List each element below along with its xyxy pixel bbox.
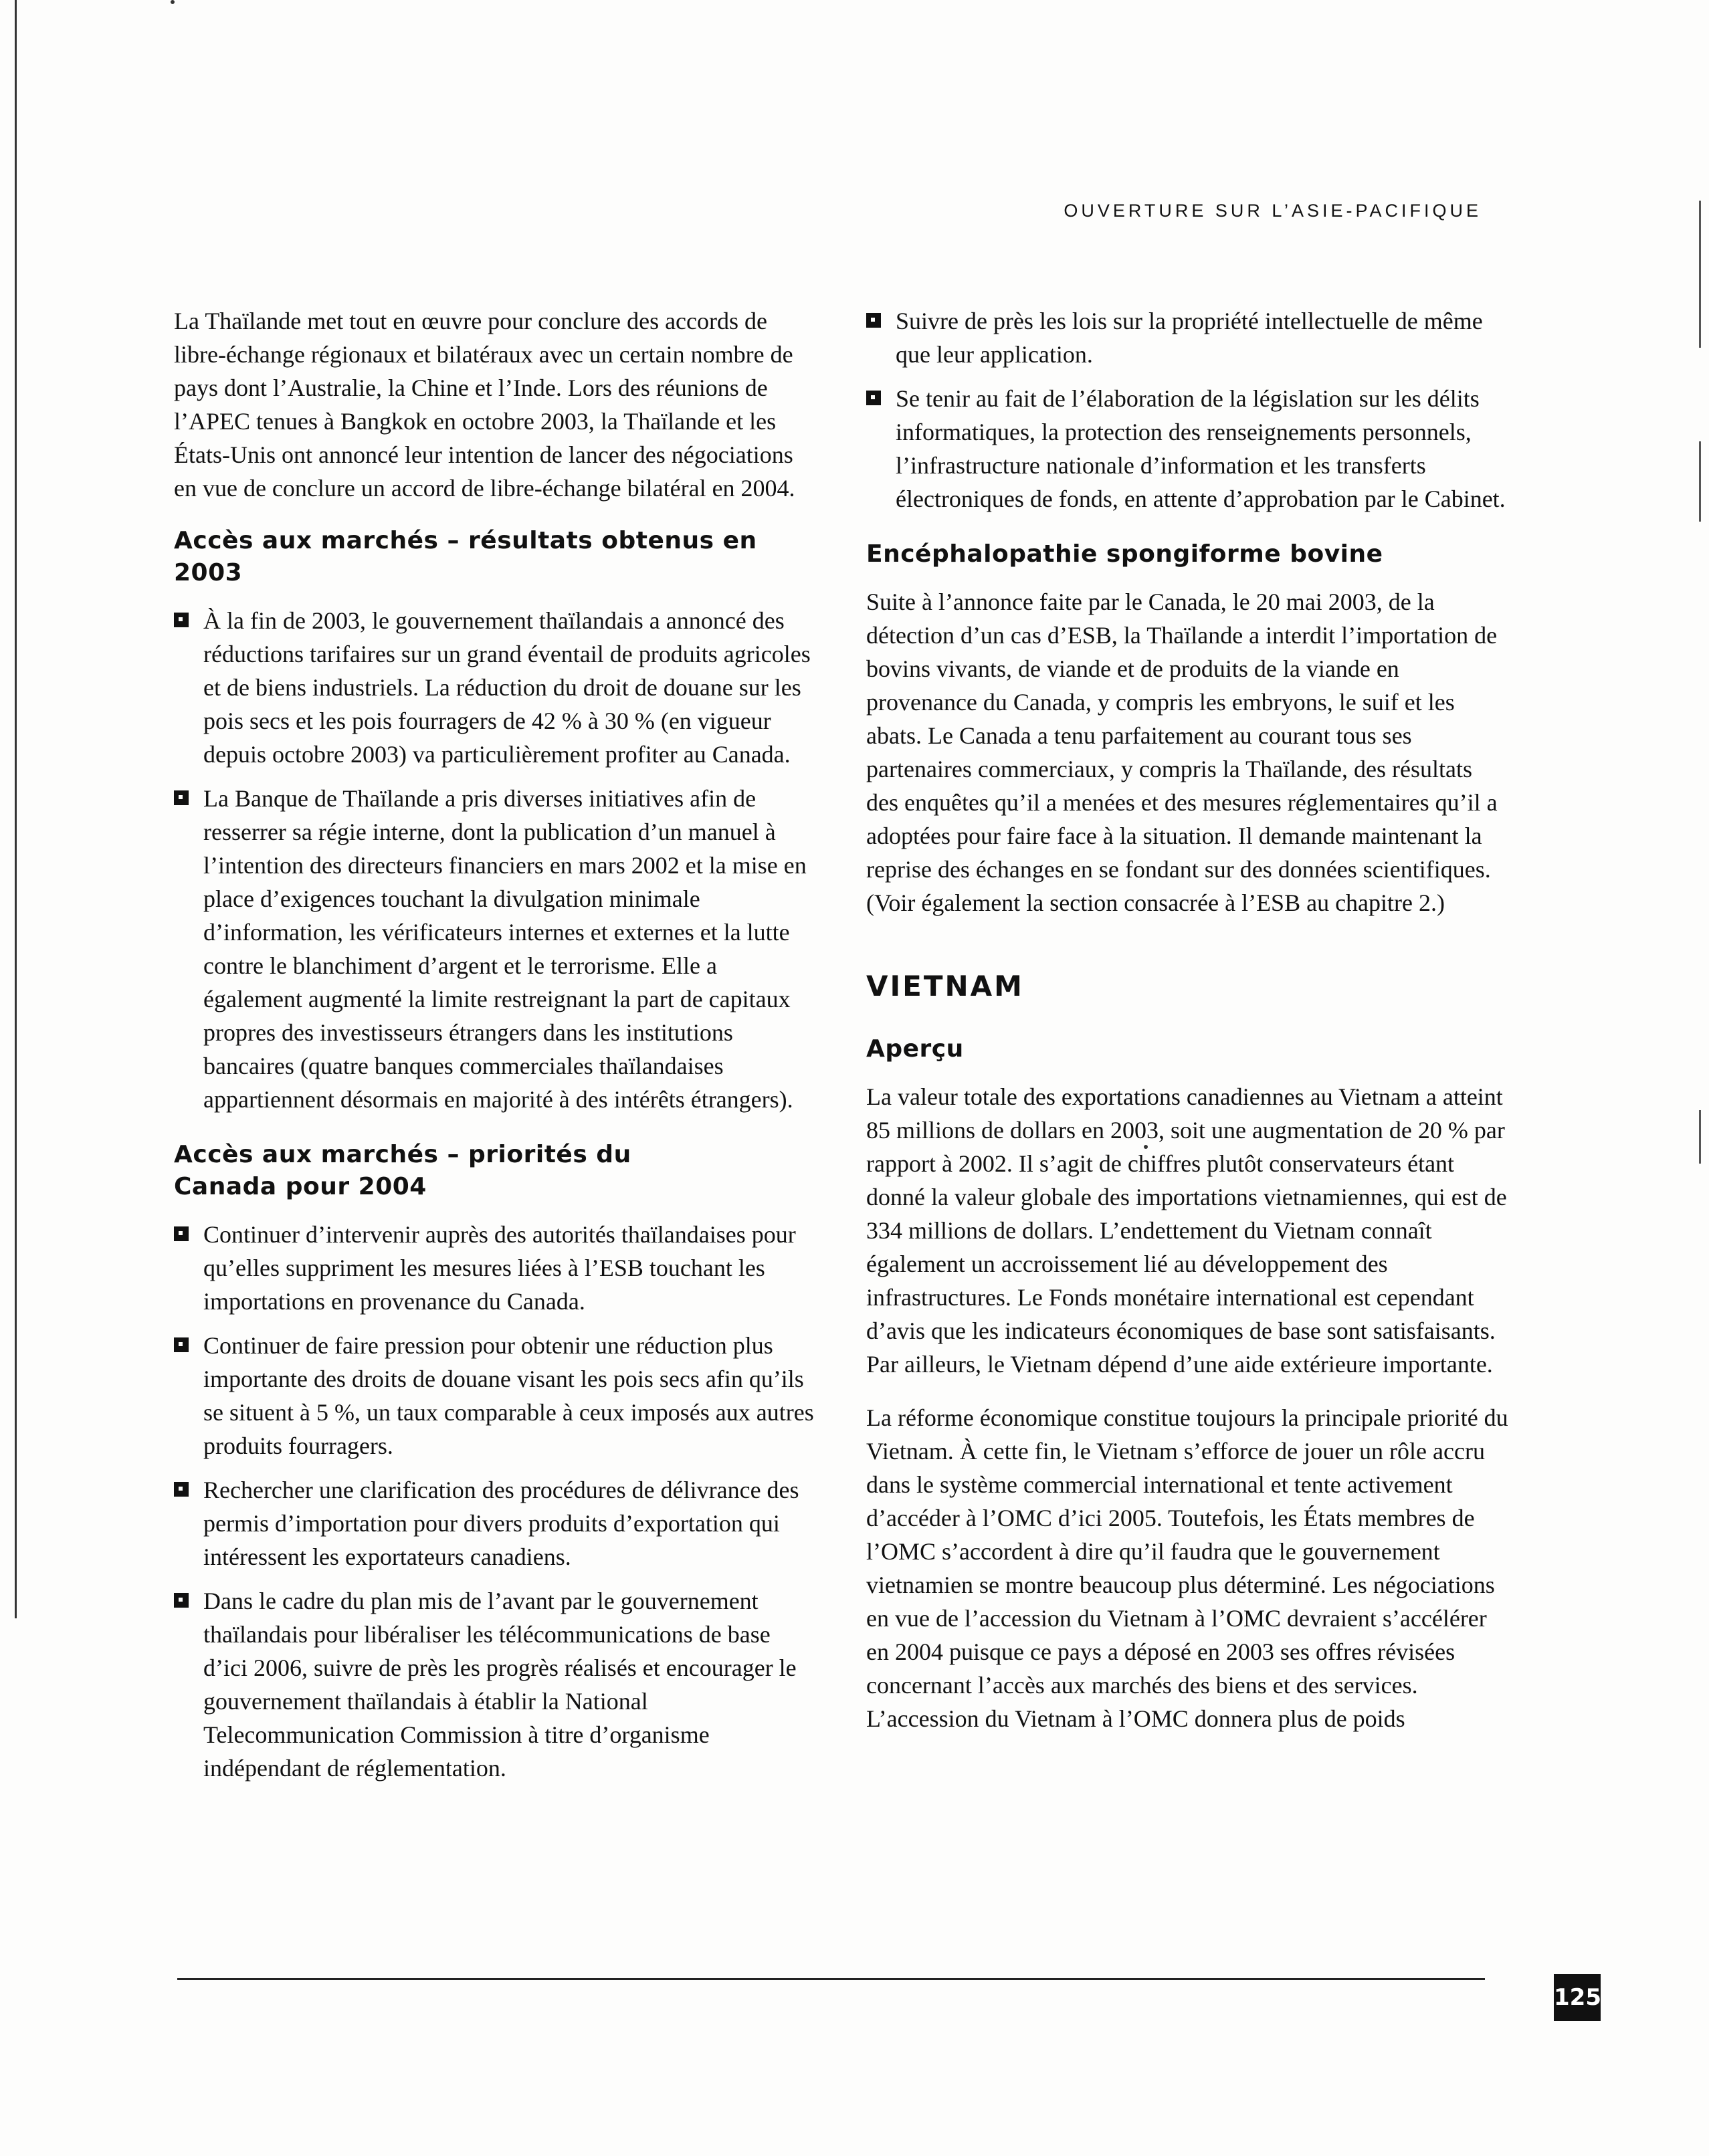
square-bullet-icon [174, 1337, 189, 1352]
list-item-text: Continuer de faire pression pour obtenir une réduction plus importante des droits de douane visant les pois secs afin qu’ils se situent à 5 %, un taux comparable à ceux imposés aux autres produits fourragers. [203, 1332, 814, 1459]
list-item-text: Rechercher une clarification des procédures de délivrance des permis d’importation pour divers produits d’exportation qui intéressent les exportateurs canadiens. [203, 1477, 799, 1570]
priorities-list [174, 1218, 816, 1785]
intro-paragraph: La Thaïlande met tout en œuvre pour conclure des accords de libre-échange régionaux et bilatéraux avec un certain nombre de pays dont l’Australie, la Chine et l’Inde. Lors des réunions de l’APEC tenues à Bangkok en octobre 2003, la Thaïlande et les États-Unis ont annoncé leur intention de lancer des négociations en vue de conclure un accord de libre-échange bilatéral en 2004. [174, 308, 795, 502]
scan-edge-mark [1699, 1110, 1701, 1164]
square-bullet-icon [174, 613, 189, 627]
square-bullet-icon [866, 313, 881, 328]
priorities-heading [174, 1139, 816, 1203]
list-item [174, 1473, 816, 1574]
list-item-text: Se tenir au fait de l’élaboration de la législation sur les délits informatiques, la protection des renseignements personnels, l’infrastructure nationale d’information et les transferts électroniques de fonds, en attente d’approbation par le Cabinet. [896, 385, 1506, 512]
overview-paragraph-1: La valeur totale des exportations canadiennes au Vietnam a atteint 85 millions de dollars en 2003, soit une augmentation de 20 % par rapport à 2002. Il s’agit de chiffres plutôt conservateurs étant donné la valeur globale des importations vietnamiennes, qui est de 334 millions de dollars. L’endettement du Vietnam connaît également un accroissement lié au développement des infrastructures. Le Fonds monétaire international est cependant d’avis que les indicateurs économiques de base sont satisfaisants. Par ailleurs, le Vietnam dépend d’une aide extérieure importante. [866, 1083, 1507, 1378]
list-item [174, 1329, 816, 1463]
list-item-text: La Banque de Thaïlande a pris diverses initiatives afin de resserrer sa régie interne, dont la publication d’un manuel à l’intention des directeurs financiers en mars 2002 et la mise en place d’exigences touchant la divulgation minimale d’information, les vérificateurs internes et externes et la lutte contre le blanchiment d’argent et le terrorisme. Elle a également augmenté la limite restreignant la part de capitaux propres des investisseurs étrangers dans les institutions bancaires (quatre banques commerciales thaïlandaises appartiennent désormais en majorité à des intérêts étrangers). [203, 785, 807, 1113]
square-bullet-icon [174, 1482, 189, 1497]
list-item-text: Continuer d’intervenir auprès des autorités thaïlandaises pour qu’elles suppriment les mesures liées à l’ESB touchant les importations en provenance du Canada. [203, 1221, 796, 1315]
running-header: OUVERTURE SUR L’ASIE-PACIFIQUE [1064, 201, 1482, 221]
list-item [174, 604, 816, 771]
esb-heading: Encéphalopathie spongiforme bovine [866, 540, 1383, 568]
list-item-text: Dans le cadre du plan mis de l’avant par le gouvernement thaïlandais pour libéraliser les télécommunications de base d’ici 2006, suivre de près les progrès réalisés et encourager le gouvernement thaïlandais à établir la National Telecommunication Commission à titre d’organisme indépendant de réglementation. [203, 1588, 797, 1782]
list-item [174, 1584, 816, 1785]
list-item [866, 382, 1508, 516]
priorities-heading-line-2: Canada pour 2004 [174, 1173, 427, 1200]
continued-priorities-list [866, 304, 1508, 516]
scan-binding-edge [15, 0, 17, 1618]
list-item-text: À la fin de 2003, le gouvernement thaïlandais a annoncé des réductions tarifaires sur un grand éventail de produits agricoles et de biens industriels. La réduction du droit de douane sur les pois secs et les pois fourragers de 42 % à 30 % (en vigueur depuis octobre 2003) va particulièrement profiter au Canada. [203, 607, 811, 768]
page-number: 125 [1554, 1974, 1601, 2021]
overview-heading: Aperçu [866, 1035, 964, 1063]
footer-rule [177, 1978, 1485, 1980]
square-bullet-icon [174, 1593, 189, 1608]
overview-paragraph-2: La réforme économique constitue toujours la principale priorité du Vietnam. À cette fin, le Vietnam s’efforce de jouer un rôle accru dans le système commercial international et tente activement d’accéder à l’OMC d’ici 2005. Toutefois, les États membres de l’OMC s’accordent à dire qu’il faudra que le gouvernement vietnamien se montre beaucoup plus déterminé. Les négociations en vue de l’accession du Vietnam à l’OMC devraient s’accélérer en 2004 puisque ce pays a déposé en 2003 ses offres révisées concernant l’accès aux marchés des biens et des services. L’accession du Vietnam à l’OMC donnera plus de poids [866, 1404, 1508, 1732]
list-item [174, 782, 816, 1116]
list-item [866, 304, 1508, 371]
scan-edge-mark [1699, 441, 1701, 522]
esb-paragraph: Suite à l’annonce faite par le Canada, le 20 mai 2003, de la détection d’un cas d’ESB, la Thaïlande a interdit l’importation de bovins vivants, de viande et de produits de la viande en provenance du Canada, y compris les embryons, le suif et les abats. Le Canada a tenu parfaitement au courant tous ses partenaires commerciaux, y compris la Thaïlande, des résultats des enquêtes qu’il a menées et des mesures réglementaires qu’il a adoptées pour faire face à la situation. Il demande maintenant la reprise des échanges en se fondant sur des données scientifiques. (Voir également la section consacrée à l’ESB au chapitre 2.) [866, 588, 1498, 916]
scan-speck [171, 0, 175, 4]
priorities-heading-line-1: Accès aux marchés – priorités du [174, 1141, 631, 1168]
square-bullet-icon [866, 391, 881, 405]
scan-edge-mark [1699, 201, 1701, 348]
list-item [174, 1218, 816, 1318]
left-column [174, 304, 816, 1808]
country-heading: VIETNAM [866, 970, 1024, 1002]
results-heading: Accès aux marchés – résultats obtenus en 2003 [174, 527, 757, 586]
square-bullet-icon [174, 790, 189, 805]
square-bullet-icon [174, 1226, 189, 1241]
right-column [866, 304, 1508, 1755]
results-list [174, 604, 816, 1116]
list-item-text: Suivre de près les lois sur la propriété intellectuelle de même que leur application. [896, 308, 1483, 368]
